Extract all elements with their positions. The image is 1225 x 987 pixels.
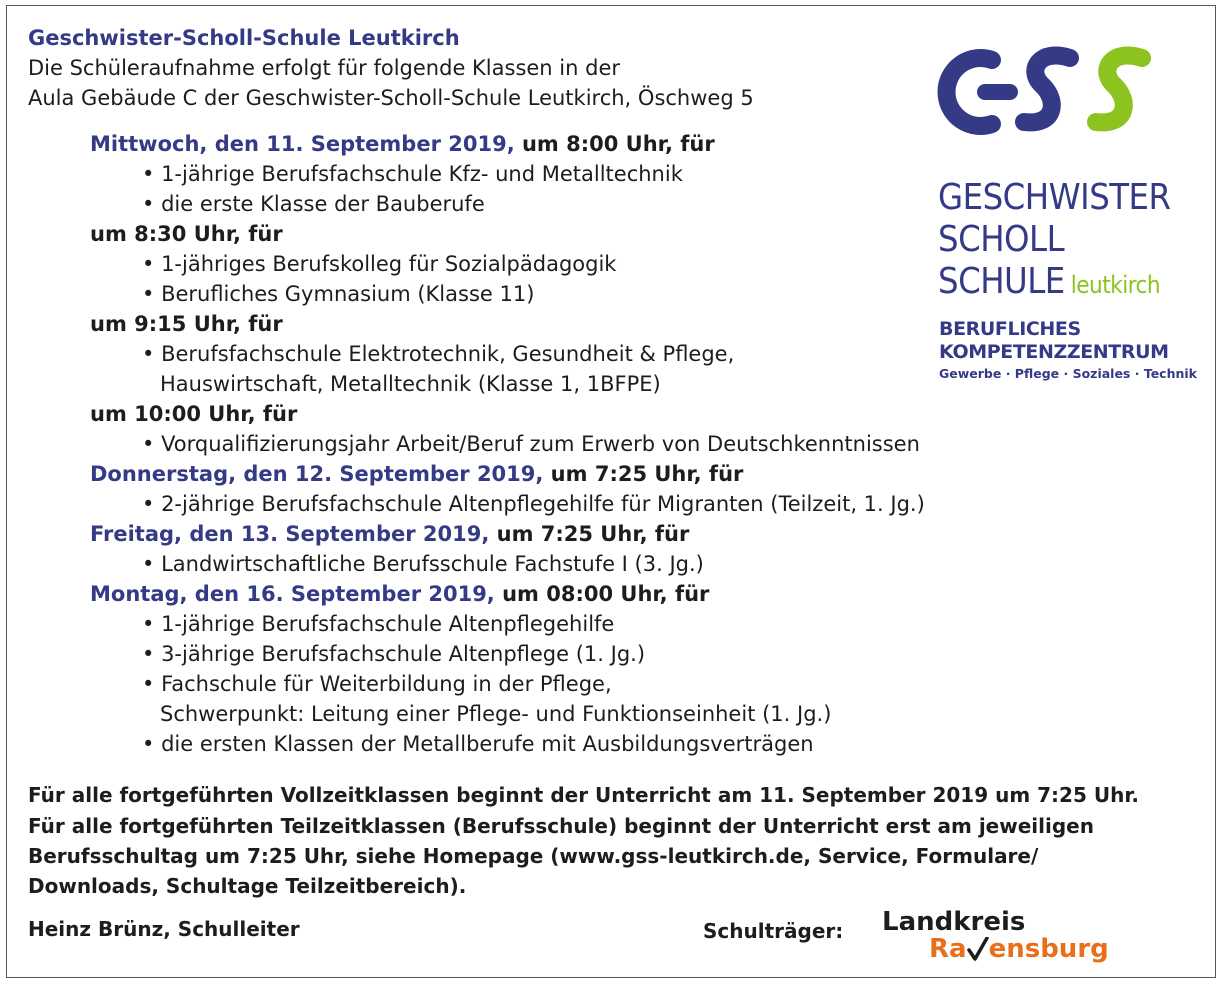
friday-heading (90, 519, 689, 549)
intro-line-1: Die Schüleraufnahme erfolgt für folgende Klassen in der (28, 56, 620, 80)
monday-date: Montag, den 16. September 2019, (90, 582, 495, 606)
list-item: • 2-jährige Berufsfachschule Altenpflegehilfe für Migranten (Teilzeit, 1. Jg.) (142, 489, 925, 519)
list-item: • Fachschule für Weiterbildung in der Pflege, (142, 669, 612, 699)
landkreis-logo-line-1: Landkreis (882, 907, 1026, 937)
footer-parttime-line-1: Für alle fortgeführten Teilzeitklassen (Berufsschule) beginnt der Unterricht erst am jeweiligen (28, 814, 1094, 838)
list-item-continuation: Hauswirtschaft, Metalltechnik (Klasse 1, 1BFPE) (160, 372, 661, 396)
school-title: Geschwister-Scholl-Schule Leutkirch (28, 26, 460, 50)
monday-time: um 08:00 Uhr, für (494, 582, 710, 606)
gss-mark-icon (930, 30, 1180, 150)
wednesday-date: Mittwoch, den 11. September 2019, (90, 132, 515, 156)
thursday-heading (90, 459, 743, 489)
intro-line-2: Aula Gebäude C der Geschwister-Scholl-Schule Leutkirch, Öschweg 5 (28, 86, 754, 110)
list-item: • 1-jährige Berufsfachschule Kfz- und Metalltechnik (142, 159, 683, 189)
friday-time: um 7:25 Uhr, für (489, 522, 690, 546)
list-item: • die erste Klasse der Bauberufe (142, 189, 485, 219)
school-carrier-label: Schulträger: (703, 919, 844, 943)
logo-subtitle-2: KOMPETENZZENTRUM (939, 341, 1169, 363)
footer-fulltime-note: Für alle fortgeführten Vollzeitklassen beginnt der Unterricht am 11. September 2019 um 7:25 Uhr. (28, 783, 1139, 807)
thursday-date: Donnerstag, den 12. September 2019, (90, 462, 544, 486)
logo-line-3-text: SCHULE (938, 261, 1065, 302)
list-item: • 1-jähriges Berufskolleg für Sozialpädagogik (142, 249, 616, 279)
list-item: • 1-jährige Berufsfachschule Altenpflegehilfe (142, 609, 614, 639)
wednesday-time: um 8:00 Uhr, für (514, 132, 715, 156)
checkmark-icon (967, 937, 989, 961)
list-item: • Landwirtschaftliche Berufsschule Fachstufe I (3. Jg.) (142, 549, 704, 579)
wednesday-heading (90, 129, 715, 159)
logo-city: leutkirch (1070, 271, 1161, 299)
logo-line-3 (938, 262, 1160, 305)
footer-parttime-line-2: Berufsschultag um 7:25 Uhr, siehe Homepage (www.gss-leutkirch.de, Service, Formulare/ (28, 844, 1039, 868)
logo-subtitle-1: BERUFLICHES (939, 318, 1081, 340)
list-item: • 3-jährige Berufsfachschule Altenpflege (1. Jg.) (142, 639, 645, 669)
logo-line-1: GESCHWISTER (938, 177, 1171, 218)
logo-line-2: SCHOLL (938, 219, 1065, 260)
list-item: • Berufsfachschule Elektrotechnik, Gesundheit & Pflege, (142, 339, 734, 369)
gss-logo (930, 30, 1200, 390)
list-item: • die ersten Klassen der Metallberufe mit Ausbildungsverträgen (142, 729, 814, 759)
time-1000: um 10:00 Uhr, für (90, 402, 298, 426)
list-item-continuation: Schwerpunkt: Leitung einer Pflege- und Funktionseinheit (1. Jg.) (160, 702, 832, 726)
list-item: • Berufliches Gymnasium (Klasse 11) (142, 279, 534, 309)
friday-date: Freitag, den 13. September 2019, (90, 522, 490, 546)
thursday-time: um 7:25 Uhr, für (543, 462, 744, 486)
list-item: • Vorqualifizierungsjahr Arbeit/Beruf zum Erwerb von Deutschkenntnissen (142, 429, 920, 459)
footer-parttime-line-3: Downloads, Schultage Teilzeitbereich). (28, 874, 467, 898)
landkreis-logo-part-b: ensburg (988, 934, 1109, 964)
monday-heading (90, 579, 709, 609)
landkreis-logo-line-2 (929, 934, 1109, 964)
signature: Heinz Brünz, Schulleiter (28, 917, 300, 941)
time-915: um 9:15 Uhr, für (90, 312, 283, 336)
time-830: um 8:30 Uhr, für (90, 222, 283, 246)
landkreis-logo-part-a: Ra (929, 934, 967, 964)
logo-tagline: Gewerbe · Pflege · Soziales · Technik (939, 366, 1197, 381)
